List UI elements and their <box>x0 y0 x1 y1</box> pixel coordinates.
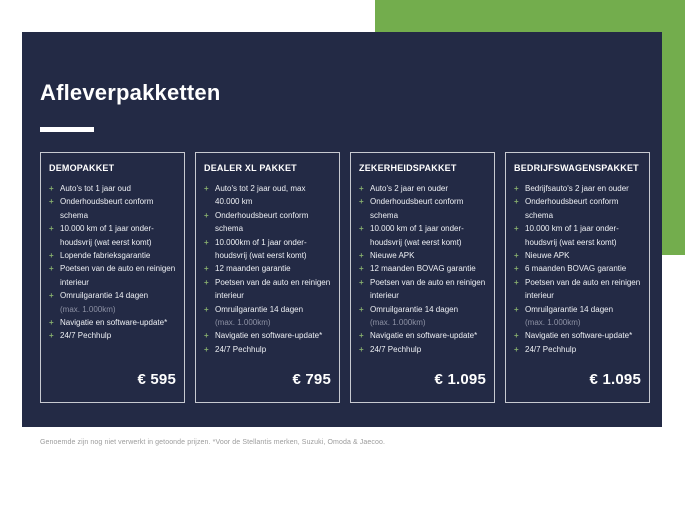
package-feature-list <box>49 182 176 343</box>
package-feature-item <box>359 222 486 249</box>
feature-text: Onderhoudsbeurt conform schema <box>525 197 619 220</box>
plus-bullet-icon: + <box>204 210 209 220</box>
package-feature-item <box>359 195 486 222</box>
feature-text: 10.000 km of 1 jaar onder-houdsvrij (wat eerst komt) <box>525 224 619 247</box>
package-price: € 1.095 <box>434 371 486 388</box>
package-feature-item <box>514 303 641 330</box>
package-feature-item <box>359 182 486 195</box>
plus-bullet-icon: + <box>204 264 209 274</box>
feature-text: Omruilgarantie 14 dagen <box>525 304 614 314</box>
package-price: € 595 <box>137 371 176 388</box>
package-card-title: BEDRIJFSWAGENSPAKKET <box>514 163 639 173</box>
feature-text: 24/7 Pechhulp <box>370 344 422 354</box>
package-feature-item <box>49 195 176 222</box>
feature-text: Lopende fabrieksgarantie <box>60 251 151 261</box>
feature-text: 10.000km of 1 jaar onder-houdsvrij (wat eerst komt) <box>215 237 307 261</box>
plus-bullet-icon: + <box>49 291 54 301</box>
packages-panel <box>22 32 662 427</box>
package-card <box>40 152 185 403</box>
package-feature-item <box>514 329 641 342</box>
plus-bullet-icon: + <box>359 251 364 261</box>
package-feature-item <box>204 182 331 209</box>
feature-text: Onderhoudsbeurt conform schema <box>60 197 154 220</box>
feature-text: Navigatie en software-update* <box>215 331 323 341</box>
plus-bullet-icon: + <box>514 304 519 314</box>
feature-text: Auto's tot 1 jaar oud <box>60 184 131 193</box>
package-feature-item <box>514 276 641 303</box>
plus-bullet-icon: + <box>49 331 54 341</box>
feature-note: (max. 1.000km) <box>60 304 116 314</box>
package-feature-item <box>49 222 176 249</box>
package-feature-item <box>359 276 486 303</box>
plus-bullet-icon: + <box>514 277 519 287</box>
plus-bullet-icon: + <box>49 251 54 261</box>
package-feature-item <box>514 262 641 275</box>
package-feature-item <box>204 236 331 263</box>
package-feature-item <box>204 276 331 303</box>
package-feature-item <box>359 262 486 275</box>
package-feature-item <box>359 343 486 356</box>
feature-text: Poetsen van de auto en reinigen interieur <box>60 264 176 287</box>
package-feature-list <box>514 182 641 356</box>
package-feature-item <box>204 303 331 330</box>
feature-text: Navigatie en software-update* <box>60 318 168 328</box>
package-feature-item <box>49 182 176 195</box>
package-feature-item <box>49 289 176 316</box>
feature-text: Bedrijfsauto's 2 jaar en ouder <box>525 184 629 193</box>
feature-text: Poetsen van de auto en reinigen interieur <box>525 277 641 301</box>
plus-bullet-icon: + <box>359 264 364 274</box>
plus-bullet-icon: + <box>49 197 54 207</box>
plus-bullet-icon: + <box>204 331 209 341</box>
package-feature-item <box>514 182 641 195</box>
package-feature-list <box>359 182 486 356</box>
plus-bullet-icon: + <box>49 318 54 328</box>
package-feature-item <box>359 329 486 342</box>
plus-bullet-icon: + <box>514 331 519 341</box>
feature-text: Nieuwe APK <box>525 251 570 261</box>
package-feature-list <box>204 182 331 356</box>
plus-bullet-icon: + <box>359 304 364 314</box>
package-feature-item <box>204 329 331 342</box>
package-feature-item <box>49 316 176 329</box>
feature-text: Omruilgarantie 14 dagen <box>60 291 149 301</box>
package-price: € 1.095 <box>589 371 641 388</box>
plus-bullet-icon: + <box>204 277 209 287</box>
package-feature-item <box>514 195 641 222</box>
plus-bullet-icon: + <box>514 251 519 261</box>
feature-text: Navigatie en software-update* <box>525 331 633 341</box>
plus-bullet-icon: + <box>514 264 519 274</box>
feature-text: Auto's 2 jaar en ouder <box>370 184 449 193</box>
package-card <box>505 152 650 403</box>
feature-text: Poetsen van de auto en reinigen interieur <box>370 277 486 301</box>
package-feature-item <box>49 329 176 342</box>
feature-text: 10.000 km of 1 jaar onder-houdsvrij (wat eerst komt) <box>370 224 464 247</box>
feature-text: Navigatie en software-update* <box>370 331 478 341</box>
package-feature-item <box>359 303 486 330</box>
plus-bullet-icon: + <box>359 331 364 341</box>
package-feature-item <box>204 343 331 356</box>
package-card-title: DEALER XL PAKKET <box>204 163 297 173</box>
feature-text: Auto's tot 2 jaar oud, max 40.000 km <box>215 184 306 207</box>
plus-bullet-icon: + <box>514 224 519 234</box>
feature-text: 24/7 Pechhulp <box>525 344 577 354</box>
plus-bullet-icon: + <box>49 184 54 193</box>
package-card <box>350 152 495 403</box>
plus-bullet-icon: + <box>359 224 364 234</box>
plus-bullet-icon: + <box>359 184 364 193</box>
feature-note: (max. 1.000km) <box>215 318 271 328</box>
feature-text: Omruilgarantie 14 dagen <box>370 304 459 314</box>
package-feature-item <box>204 262 331 275</box>
plus-bullet-icon: + <box>359 277 364 287</box>
package-feature-item <box>204 209 331 236</box>
plus-bullet-icon: + <box>204 344 209 354</box>
package-feature-item <box>514 222 641 249</box>
title-underline <box>40 127 94 132</box>
feature-text: Onderhoudsbeurt conform schema <box>370 197 464 220</box>
plus-bullet-icon: + <box>204 237 209 247</box>
feature-text: 12 maanden garantie <box>215 264 291 274</box>
feature-text: Nieuwe APK <box>370 251 415 261</box>
feature-note: (max. 1.000km) <box>370 318 426 328</box>
plus-bullet-icon: + <box>204 184 209 193</box>
feature-text: 24/7 Pechhulp <box>60 331 112 341</box>
plus-bullet-icon: + <box>514 184 519 193</box>
feature-note: (max. 1.000km) <box>525 318 581 328</box>
package-feature-item <box>514 249 641 262</box>
package-card-title: DEMOPAKKET <box>49 163 115 173</box>
plus-bullet-icon: + <box>49 264 54 274</box>
feature-text: Onderhoudsbeurt conform schema <box>215 210 309 234</box>
package-price: € 795 <box>292 371 331 388</box>
package-feature-item <box>49 262 176 289</box>
plus-bullet-icon: + <box>49 224 54 234</box>
package-card <box>195 152 340 403</box>
feature-text: 24/7 Pechhulp <box>215 344 267 354</box>
feature-text: 6 maanden BOVAG garantie <box>525 264 627 274</box>
plus-bullet-icon: + <box>514 344 519 354</box>
plus-bullet-icon: + <box>204 304 209 314</box>
plus-bullet-icon: + <box>514 197 519 207</box>
plus-bullet-icon: + <box>359 197 364 207</box>
plus-bullet-icon: + <box>359 344 364 354</box>
package-feature-item <box>359 249 486 262</box>
feature-text: Poetsen van de auto en reinigen interieur <box>215 277 331 301</box>
package-feature-item <box>514 343 641 356</box>
page-title: Afleverpakketten <box>40 80 221 105</box>
package-card-title: ZEKERHEIDSPAKKET <box>359 163 457 173</box>
footnote: Genoemde zijn nog niet verwerkt in getoonde prijzen. *Voor de Stellantis merken, Suzuki, Omoda & Jaecoo. <box>40 439 386 446</box>
feature-text: 10.000 km of 1 jaar onder-houdsvrij (wat eerst komt) <box>60 224 154 247</box>
feature-text: Omruilgarantie 14 dagen <box>215 304 304 314</box>
package-feature-item <box>49 249 176 262</box>
feature-text: 12 maanden BOVAG garantie <box>370 264 476 274</box>
package-cards <box>40 152 650 403</box>
